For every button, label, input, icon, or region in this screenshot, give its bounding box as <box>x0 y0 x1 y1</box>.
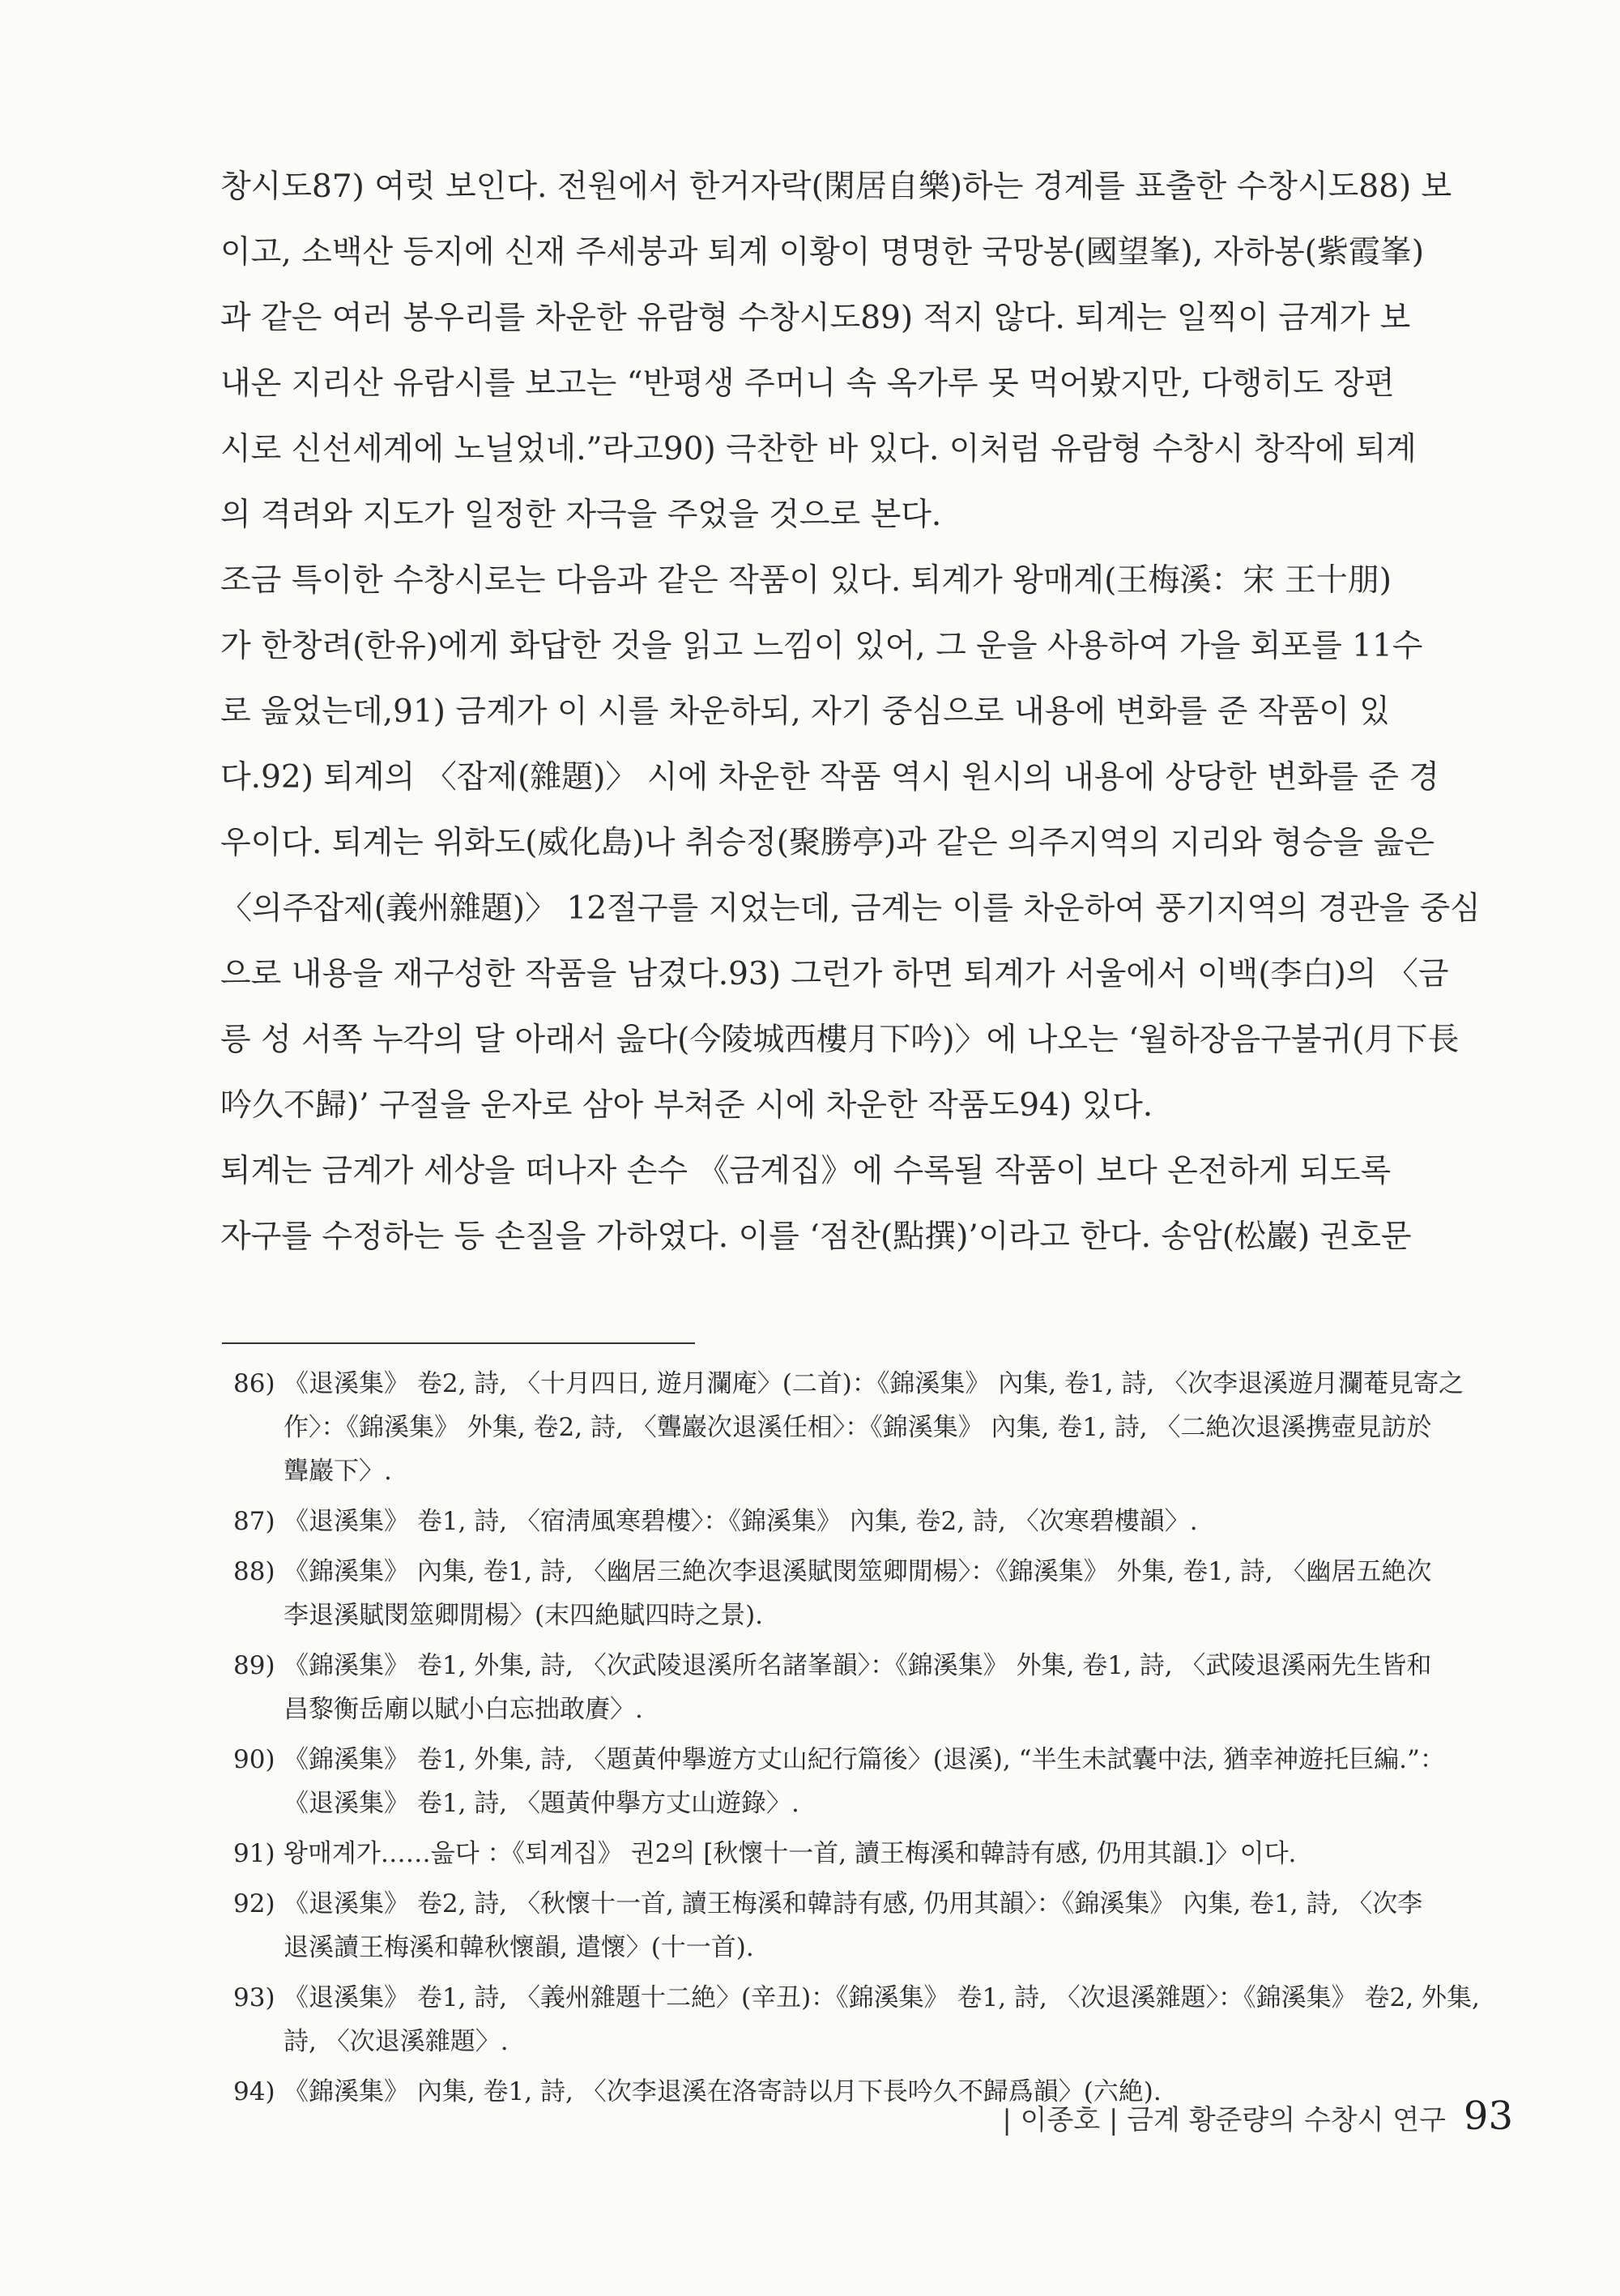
footnote-number: 86) <box>233 1369 275 1398</box>
footnote-line: 李退溪賦閔筮卿閒楊〉(末四絶賦四時之景). <box>284 1601 764 1630</box>
footnote-line: 作〉：《錦溪集》 外集, 卷2, 詩, 〈聾巖次退溪任相〉：《錦溪集》 內集, 卷1, 詩, 〈二絶次退溪携壺見訪於 <box>284 1413 1432 1442</box>
footnote-line: 《退溪集》 卷1, 詩, 〈宿淸風寒碧樓〉：《錦溪集》 內集, 卷2, 詩, 〈次寒碧樓韻〉. <box>284 1507 1198 1536</box>
footnote-92 <box>233 1882 1513 1970</box>
footnote-number: 89) <box>233 1651 275 1680</box>
footnote-line: 《錦溪集》 卷1, 外集, 詩, 〈題黃仲擧遊方丈山紀行篇後〉(退溪), “半生未試囊中法, 猶幸神遊托巨編.”： <box>284 1745 1445 1774</box>
text-line: 으로 내용을 재구성한 작품을 남겼다.93) 그런가 하면 퇴계가 서울에서 이백(李白)의 〈금 <box>220 956 1449 992</box>
text-line: 吟久不歸)’ 구절을 운자로 삼아 부쳐준 시에 차운한 작품도94) 있다. <box>220 1087 1153 1124</box>
text-line: 과 같은 여러 봉우리를 차운한 유람형 수창시도89) 적지 않다. 퇴계는 일찍이 금계가 보 <box>220 300 1411 336</box>
text-line: 가 한창려(한유)에게 화답한 것을 읽고 느낌이 있어, 그 운을 사용하여 가을 회포를 11수 <box>220 628 1423 664</box>
footnote-number: 91) <box>233 1839 275 1868</box>
text-line: 로 읊었는데,91) 금계가 이 시를 차운하되, 자기 중심으로 내용에 변화를 준 작품이 있 <box>220 693 1390 730</box>
footnotes <box>233 1362 1513 2114</box>
footnote-line: 《錦溪集》 卷1, 外集, 詩, 〈次武陵退溪所名諸峯韻〉：《錦溪集》 外集, 卷1, 詩, 〈武陵退溪兩先生皆和 <box>284 1651 1432 1680</box>
main-text <box>220 154 1513 1270</box>
paragraph-1 <box>220 154 1513 548</box>
footnote-line: 《退溪集》 卷2, 詩, 〈十月四日, 遊月瀾庵〉(二首)：《錦溪集》 內集, 卷1, 詩, 〈次李退溪遊月瀾菴見寄之 <box>284 1369 1464 1398</box>
footnote-line: 《退溪集》 卷1, 詩, 〈題黃仲擧方丈山遊錄〉. <box>284 1789 799 1818</box>
footnote-number: 90) <box>233 1745 275 1774</box>
text-line: 퇴계는 금계가 세상을 떠나자 손수 《금계집》에 수록될 작품이 보다 온전하게 되도록 <box>220 1153 1392 1189</box>
text-line: 조금 특이한 수창시로는 다음과 같은 작품이 있다. 퇴계가 왕매계(王梅溪：宋 王十朋) <box>220 562 1392 599</box>
running-head: | 이종호 | 금계 황준량의 수창시 연구 <box>1002 2104 1446 2136</box>
footnote-line: 《錦溪集》 內集, 卷1, 詩, 〈次李退溪在洛寄詩以月下長吟久不歸爲韻〉(六絶). <box>284 2077 1162 2106</box>
footnote-number: 92) <box>233 1889 275 1918</box>
footnote-line: 詩, 〈次退溪雜題〉. <box>284 2027 509 2056</box>
footnote-90 <box>233 1738 1513 1825</box>
text-line: 우이다. 퇴계는 위화도(威化島)나 취승정(聚勝亭)과 같은 의주지역의 지리와 형승을 읊은 <box>220 825 1435 861</box>
footnote-89 <box>233 1644 1513 1731</box>
paragraph-2 <box>220 548 1513 1138</box>
footnote-93 <box>233 1976 1513 2063</box>
footnote-91 <box>233 1832 1513 1876</box>
footnote-divider <box>222 1342 695 1344</box>
footnote-line: 昌黎衡岳廟以賦小白忘拙敢賡〉. <box>284 1695 643 1724</box>
text-line: 릉 성 서쪽 누각의 달 아래서 읊다(今陵城西樓月下吟)〉에 나오는 ‘월하장음구불귀(月下長 <box>220 1022 1460 1058</box>
footnote-number: 94) <box>233 2077 275 2106</box>
paragraph-3 <box>220 1138 1513 1270</box>
footnote-87 <box>233 1500 1513 1543</box>
text-line: 〈의주잡제(義州雜題)〉 12절구를 지었는데, 금계는 이를 차운하여 풍기지역의 경관을 중심 <box>220 890 1481 927</box>
footnote-number: 93) <box>233 1983 275 2012</box>
text-line: 자구를 수정하는 등 손질을 가하였다. 이를 ‘점찬(點撰)’이라고 한다. 송암(松巖) 권호문 <box>220 1218 1412 1255</box>
text-line: 시로 신선세계에 노닐었네.”라고90) 극찬한 바 있다. 이처럼 유람형 수창시 창작에 퇴계 <box>220 431 1417 467</box>
footnote-line: 《退溪集》 卷1, 詩, 〈義州雜題十二絶〉(辛丑)：《錦溪集》 卷1, 詩, 〈次退溪雜題〉：《錦溪集》 卷2, 外集, <box>284 1983 1480 2012</box>
text-line: 이고, 소백산 등지에 신재 주세붕과 퇴계 이황이 명명한 국망봉(國望峯), 자하봉(紫霞峯) <box>220 234 1425 271</box>
footnote-line: 《錦溪集》 內集, 卷1, 詩, 〈幽居三絶次李退溪賦閔筮卿閒楊〉：《錦溪集》 外集, 卷1, 詩, 〈幽居五絶次 <box>284 1557 1432 1586</box>
footnote-line: 왕매계가……읊다 ：《퇴계집》 권2의 [秋懷十一首, 讀王梅溪和韓詩有感, 仍用其韻.]〉이다. <box>284 1839 1297 1868</box>
footnote-number: 88) <box>233 1557 275 1586</box>
text-line: 다.92) 퇴계의 〈잡제(雜題)〉 시에 차운한 작품 역시 원시의 내용에 상당한 변화를 준 경 <box>220 759 1439 796</box>
text-line: 내온 지리산 유람시를 보고는 “반평생 주머니 속 옥가루 못 먹어봤지만, 다행히도 장편 <box>220 365 1395 402</box>
text-line: 의 격려와 지도가 일정한 자극을 주었을 것으로 본다. <box>220 497 942 533</box>
footnote-line: 聾巖下〉. <box>284 1457 392 1486</box>
footnote-line: 《退溪集》 卷2, 詩, 〈秋懷十一首, 讀王梅溪和韓詩有感, 仍用其韻〉：《錦溪集》 內集, 卷1, 詩, 〈次李 <box>284 1889 1423 1918</box>
page-footer <box>1002 2093 1513 2142</box>
text-line: 창시도87) 여럿 보인다. 전원에서 한거자락(閑居自樂)하는 경계를 표출한 수창시도88) 보 <box>220 169 1452 205</box>
footnote-line: 退溪讀王梅溪和韓秋懷韻, 遣懷〉(十一首). <box>284 1933 754 1962</box>
footnote-86 <box>233 1362 1513 1493</box>
footnote-88 <box>233 1550 1513 1637</box>
page-number: 93 <box>1463 2093 1513 2139</box>
footnote-number: 87) <box>233 1507 275 1536</box>
